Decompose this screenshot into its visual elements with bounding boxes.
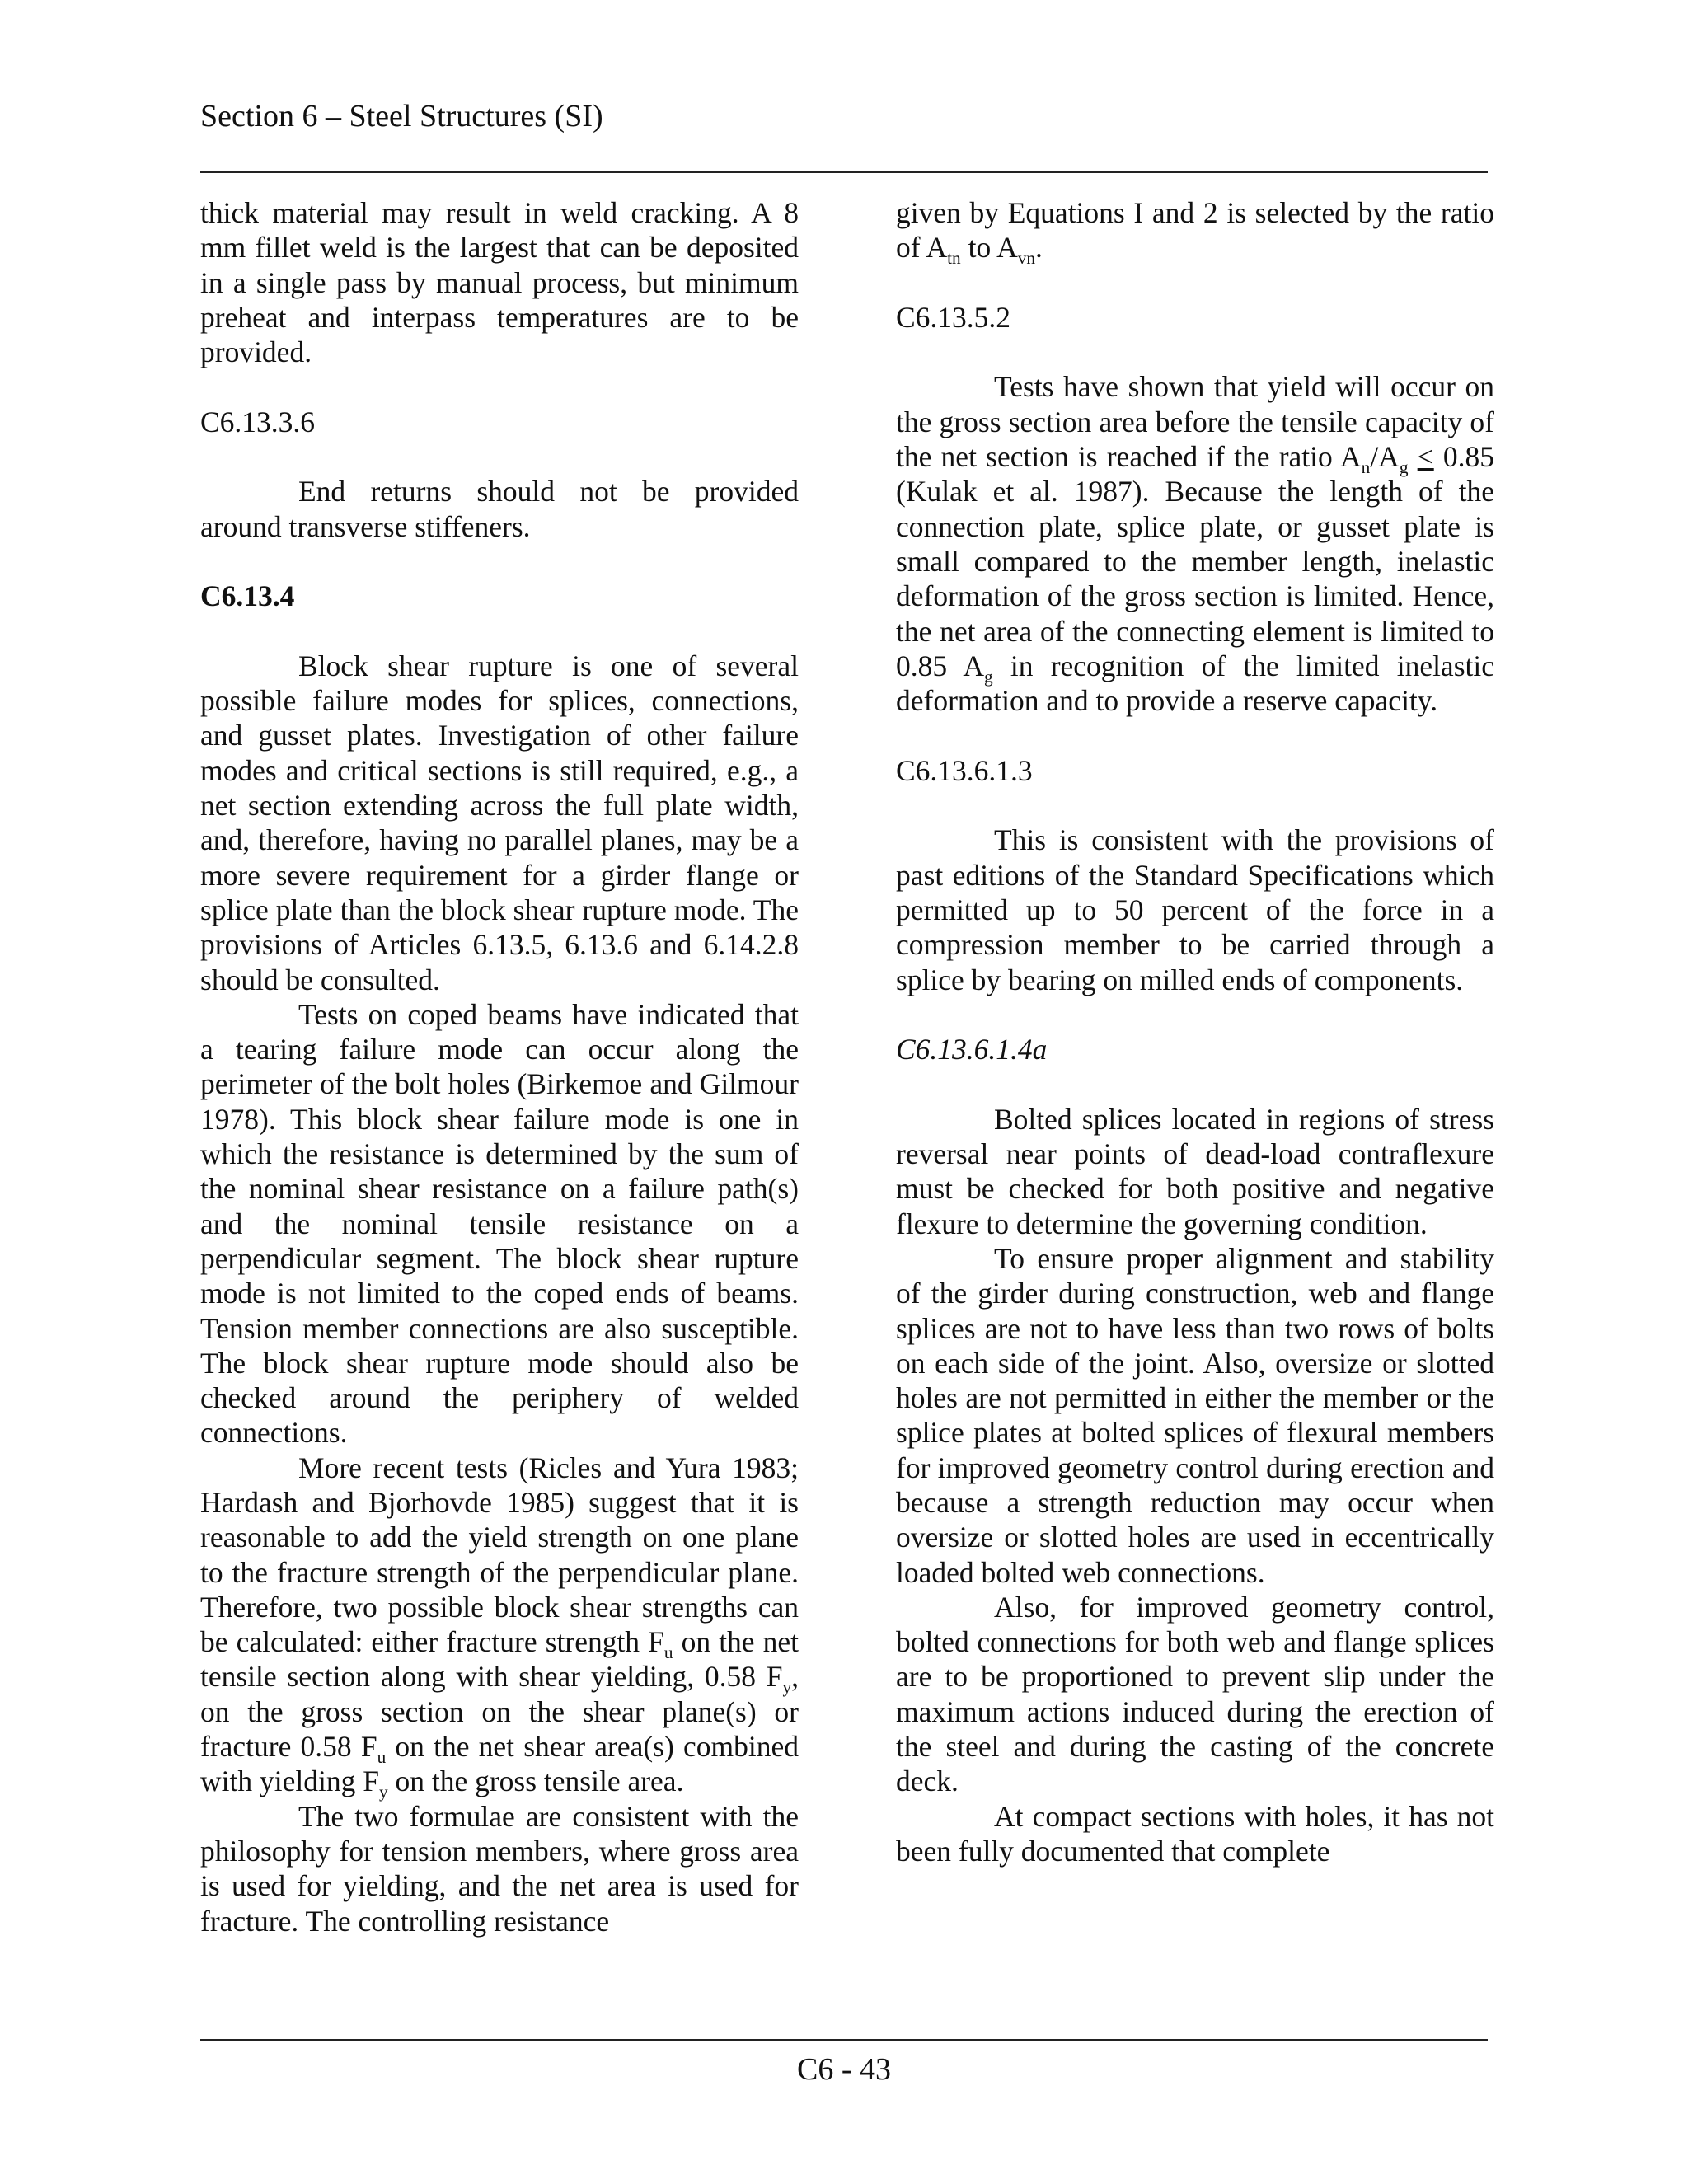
paragraph: End returns should not be provided around transverse stiffeners.: [200, 475, 799, 543]
paragraph: Bolted splices located in regions of stress reversal near points of dead-load contraflexure must be checked for both positive and negative flexure to determine the governing condition.: [896, 1102, 1494, 1240]
header-rule: [200, 171, 1488, 173]
section-heading: C6.13.4: [200, 579, 295, 613]
page-number: C6 - 43: [797, 2052, 891, 2087]
paragraph: Also, for improved geometry control, bolted connections for both web and flange splices are to be proportioned to prevent slip under the maximum actions induced during the erection of the steel and during the casting of the concrete deck.: [896, 1590, 1494, 1798]
paragraph: Tests have shown that yield will occur on the gross section area before the tensile capacity of the net section is reached if the ratio $A_n/A_g < 0.85$ (Kulak et al. 1987). Because the length of the connection plate, splice plate, or gusset plate is small compared to the member length, inelastic deformation of the gross section is limited. Hence, the net area of the connecting element is limited to 0.85 $A_g$ in recognition of the limited inelastic deformation and to provide a reserve capacity.: [896, 370, 1495, 718]
left-column: [200, 195, 799, 1938]
footer-rule: [200, 2039, 1488, 2041]
paragraph: Block shear rupture is one of several possible failure modes for splices, connections, and gusset plates. Investigation of other failure modes and critical sections is still required, e.g., a net section extending across the full plate width, and, therefore, having no parallel planes, may be a more severe requirement for a girder flange or splice plate than the block shear rupture mode. The provisions of Articles 6.13.5, 6.13.6 and 6.14.2.8 should be consulted.: [200, 649, 799, 996]
running-header: Section 6 – Steel Structures (SI): [200, 99, 603, 134]
paragraph: This is consistent with the provisions of past editions of the Standard Specifications which permitted up to 50 percent of the force in a compression member to be carried through a splice by bearing on milled ends of components.: [896, 823, 1494, 996]
paragraph: At compact sections with holes, it has not been fully documented that complete: [896, 1799, 1494, 1868]
paragraph: To ensure proper alignment and stability of the girder during construction, web and flange splices are not to have less than two rows of bolts on each side of the joint. Also, oversize or slotted holes are not permitted in either the member or the splice plates at bolted splices of flexural members for improved geometry control during erection and because a strength reduction may occur when oversize or slotted holes are used in eccentrically loaded bolted web connections.: [896, 1241, 1494, 1589]
paragraph: thick material may result in weld cracking. A 8 mm fillet weld is the largest that can be deposited in a single pass by manual process, but minimum preheat and interpass temperatures are to be provided.: [200, 196, 799, 369]
paragraph: More recent tests (Ricles and Yura 1983; Hardash and Bjorhovde 1985) suggest that it is reasonable to add the yield strength on one plane to the fracture strength of the perpendicular plane. Therefore, two possible block shear strengths can be calculated: either fracture strength $F_u$ on the net tensile section along with shear yielding, 0.58 $F_y$, on the gross section on the shear plane(s) or fracture 0.58 $F_u$ on the net shear area(s) combined with yielding $F_y$ on the gross tensile area.: [200, 1451, 799, 1802]
right-column: [896, 195, 1494, 1868]
paragraph: Tests on coped beams have indicated that a tearing failure mode can occur along the perimeter of the bolt holes (Birkemoe and Gilmour 1978). This block shear failure mode is one in which the resistance is determined by the sum of the nominal shear resistance on a failure path(s) and the nominal tensile resistance on a perpendicular segment. The block shear rupture mode is not limited to the coped ends of beams. Tension member connections are also susceptible. The block shear rupture mode should also be checked around the periphery of welded connections.: [200, 997, 799, 1450]
section-heading: C6.13.3.6: [200, 405, 316, 438]
section-heading: C6.13.5.2: [896, 300, 1011, 334]
paragraph: given by Equations I and 2 is selected by the ratio of $A_{tn}$ to $A_{vn}$.: [896, 196, 1494, 269]
section-heading: C6.13.6.1.4a: [896, 1033, 1048, 1066]
section-heading: C6.13.6.1.3: [896, 753, 1033, 787]
paragraph: The two formulae are consistent with the philosophy for tension members, where gross area is used for yielding, and the net area is used for fracture. The controlling resistance: [200, 1799, 799, 1938]
